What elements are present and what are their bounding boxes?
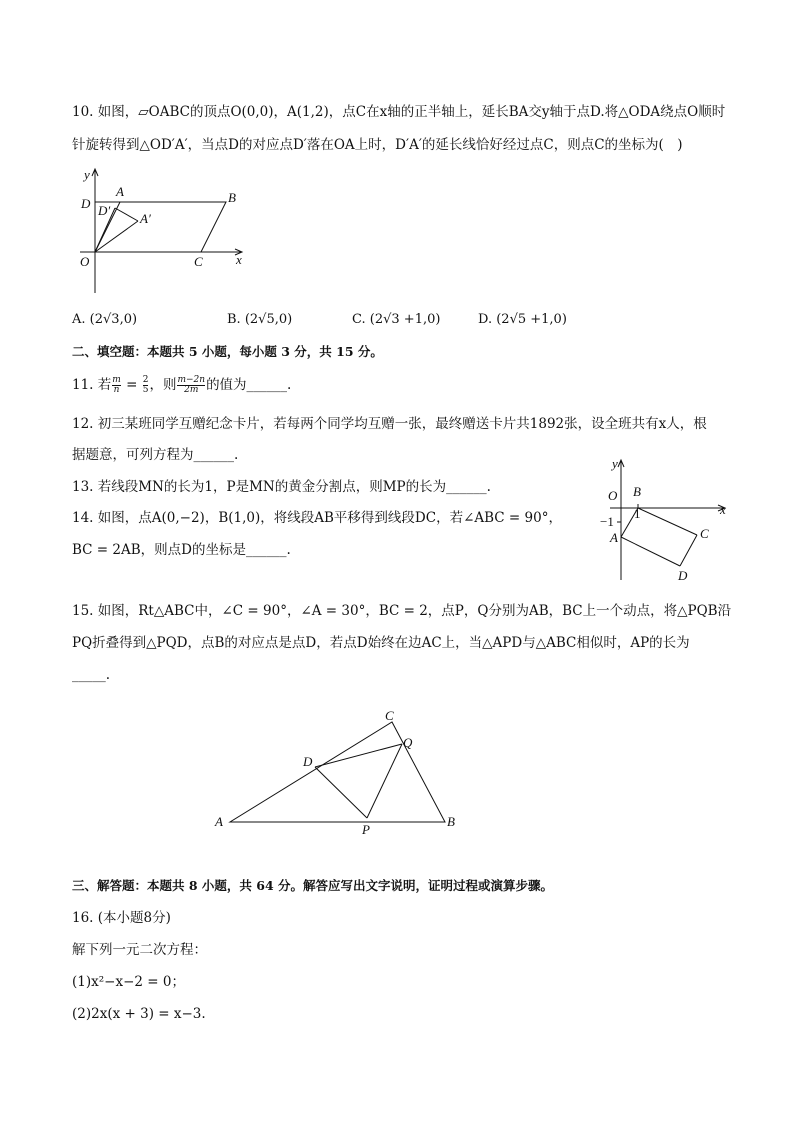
label-D: D: [678, 568, 688, 583]
q16-title: 16. (本小题8分): [72, 910, 171, 926]
section3-heading: 三、解答题：本题共 8 小题，共 64 分。解答应写出文字说明，证明过程或演算步骤。: [72, 878, 554, 893]
label-A: A: [610, 530, 618, 545]
label-O: O: [608, 488, 618, 503]
q15-line2: PQ折叠得到△PQD，点B的对应点是点D，若点D始终在边AC上，当△APD与△ABC相似时，AP的长为: [72, 635, 690, 651]
q10-figure: [70, 165, 260, 295]
q15-line1: 15. 如图，Rt△ABC中，∠C = 90°，∠A = 30°，BC = 2，点P，Q分别为AB，BC上一个动点，将△PQB沿: [72, 603, 732, 619]
q10-option-b: B. (2√5,0): [227, 312, 293, 327]
q14-line1: 14. 如图，点A(0,−2)，B(1,0)，将线段AB平移得到线段DC，若∠ABC = 90°，: [72, 510, 562, 526]
q16-equation-1: (1)x²−x−2 = 0；: [72, 974, 185, 990]
q14-figure: [590, 452, 740, 584]
label-B: B: [228, 190, 236, 205]
q15-figure: [205, 700, 470, 840]
q13: 13. 若线段MN的长为1，P是MN的黄金分割点，则MP的长为______.: [72, 479, 491, 495]
q12-line2: 据题意，可列方程为______.: [72, 447, 239, 463]
triangle-ABC: [230, 722, 445, 822]
label-A-prime: A′: [140, 211, 151, 226]
label-neg1: −1: [600, 514, 614, 529]
q14-line2: BC = 2AB，则点D的坐标是______.: [72, 542, 291, 558]
label-C: C: [385, 708, 394, 723]
label-D: D: [81, 196, 91, 211]
label-A: A: [116, 184, 124, 199]
q11: 11. 若 $\frac{m}{n}$ = $\frac{2}{5}$ ，则 $\frac{m-2n}{2m}$ 的值为______.: [72, 375, 292, 395]
q10-option-c: C. (2√3 +1,0): [352, 312, 441, 327]
q15-line3: _____.: [72, 667, 111, 683]
label-A: A: [215, 814, 223, 829]
label-Q: Q: [403, 735, 413, 750]
label-D-prime: D′: [98, 203, 111, 218]
label-P: P: [362, 822, 370, 837]
section2-heading: 二、填空题：本题共 5 小题，每小题 3 分，共 15 分。: [72, 344, 383, 359]
q10-option-d: D. (2√5 +1,0): [478, 312, 567, 327]
label-B: B: [447, 814, 455, 829]
q10-line2: 针旋转得到△OD′A′，当点D的对应点D′落在OA上时，D′A′的延长线恰好经过点C，则点C的坐标为( ): [72, 137, 683, 153]
label-D: D: [303, 754, 313, 769]
label-x: x: [236, 252, 242, 267]
label-O: O: [80, 254, 90, 269]
q16-instruction: 解下列一元二次方程：: [72, 942, 207, 958]
label-C: C: [700, 526, 709, 541]
label-1: 1: [634, 506, 641, 521]
q12-line1: 12. 初三某班同学互赠纪念卡片，若每两个同学均互赠一张，最终赠送卡片共1892张，设全班共有x人，根: [72, 416, 707, 432]
label-C: C: [194, 254, 203, 269]
label-y: y: [84, 167, 90, 182]
q10-line1: 10. 如图，▱OABC的顶点O(0,0)，A(1,2)，点C在x轴的正半轴上，延长BA交y轴于点D.将△ODA绕点O顺时: [72, 104, 726, 120]
q16-equation-2: (2)2x(x + 3) = x−3.: [72, 1006, 206, 1022]
label-x: x: [720, 502, 726, 517]
q10-option-a: A. (2√3,0): [72, 312, 138, 327]
label-B: B: [633, 484, 641, 499]
label-y: y: [612, 456, 618, 471]
